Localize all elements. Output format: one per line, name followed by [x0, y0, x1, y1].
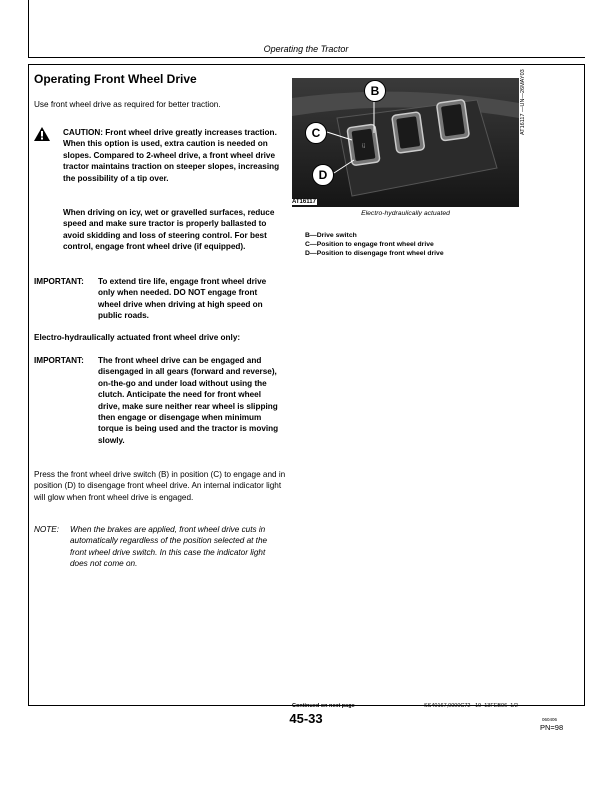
caution-paragraph-2: When driving on icy, wet or gravelled surfaces, reduce speed and make sure tractor is properly ballasted to avoid skidding and loss of steering control. For best control, engage front wheel drive (if equipped).	[63, 208, 275, 252]
pn-number: PN=98	[540, 723, 564, 732]
figure-legend	[305, 231, 444, 258]
callout-c: C	[305, 122, 327, 144]
caution-paragraph-1: CAUTION: Front wheel drive greatly increases traction. When this option is used, extra caution is needed on slopes. Compared to 2-wheel drive, a front wheel drive tractor maintains traction on steeper slopes, increasing the possibility of a tip over.	[63, 128, 280, 183]
svg-text:⁞⁞: ⁞⁞	[361, 143, 366, 151]
legend-item: B—Drive switch	[305, 232, 357, 239]
legend-item: D—Position to disengage front wheel drive	[305, 250, 444, 257]
important-text-1: To extend tire life, engage front wheel drive only when needed. DO NOT engage front wheel drive when driving at high speed on public roads.	[98, 277, 267, 321]
important-text-2: The front wheel drive can be engaged and disengaged in all gears (forward and reverse), on-the-go and under load without using the clutch. Anticipate the need for front wheel drive, make sure neither rear wheel is slipping then engage or disengage when minimum torque is being used and the tractor is moving slowly.	[98, 356, 279, 445]
small-code: 060406	[542, 717, 558, 722]
running-header: Operating the Tractor	[263, 44, 349, 54]
figure-tag: AT16117	[292, 199, 316, 205]
page-number: 45-33	[289, 711, 323, 726]
electro-hydraulic-heading: Electro-hydraulically actuated front wheel drive only:	[34, 333, 241, 342]
callout-d: D	[312, 164, 334, 186]
important-label-2: IMPORTANT:	[34, 356, 84, 365]
section-title: Operating Front Wheel Drive	[34, 72, 197, 86]
callout-b: B	[364, 80, 386, 102]
document-code: SS40167,0000C72 –19–13FEB06–1/2	[424, 703, 518, 709]
warning-triangle-icon	[34, 127, 50, 141]
intro-paragraph: Use front wheel drive as required for better traction.	[34, 100, 221, 109]
press-switch-paragraph: Press the front wheel drive switch (B) in position (C) to engage and in position (D) to disengage front wheel drive. An internal indicator light will glow when front wheel drive is engaged.	[34, 470, 286, 502]
header-rule	[28, 57, 585, 58]
legend-item: C—Position to engage front wheel drive	[305, 241, 434, 248]
note-text: When the brakes are applied, front wheel drive cuts in automatically regardless of the position selected at the front wheel drive switch. In this case the indicator light does not come on.	[70, 525, 268, 569]
important-label: IMPORTANT:	[34, 277, 84, 286]
continued-note: Continued on next page	[292, 703, 355, 709]
figure-caption: Electro-hydraulically actuated	[361, 210, 450, 217]
switch-panel-photo	[292, 78, 519, 207]
note-label: NOTE:	[34, 525, 60, 534]
figure-side-code: AT16117 —UN—26MAY03	[520, 69, 526, 135]
